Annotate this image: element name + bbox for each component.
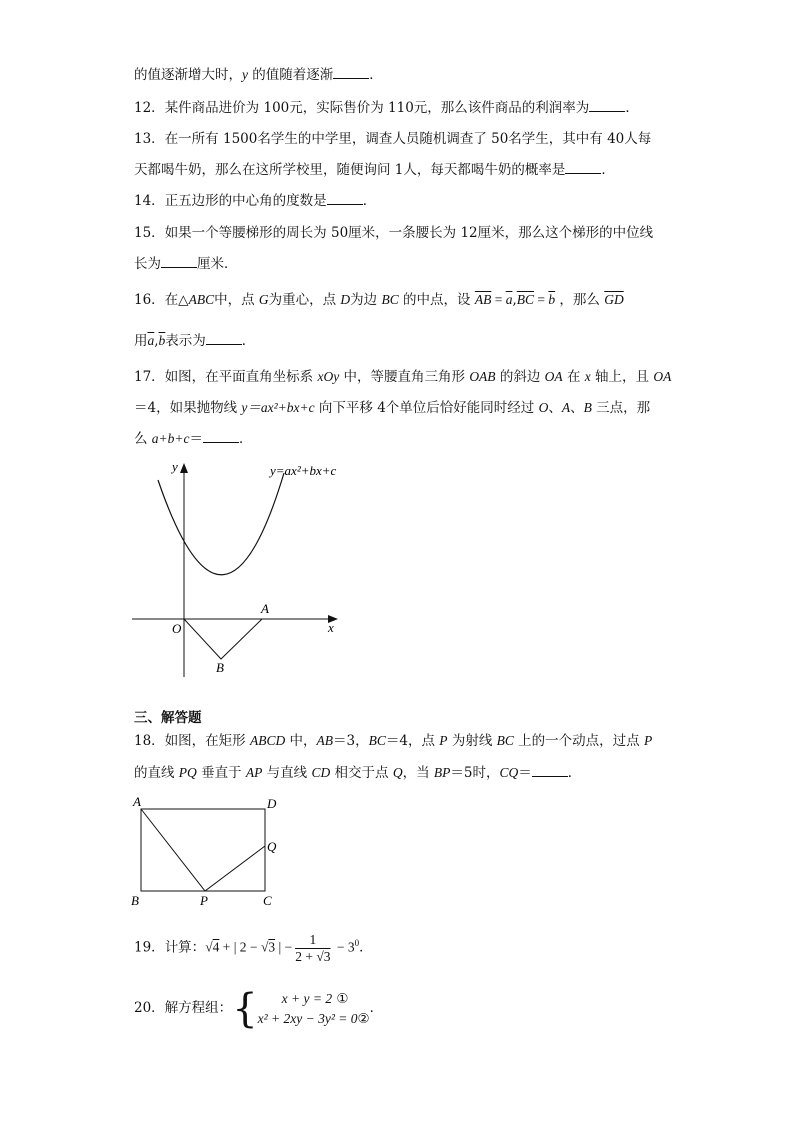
question-17-line2: ＝4，如果抛物线 y＝ax²+bx+c 向下平移 4个单位后恰好能同时经过 O、A、B 三点，那 xyxy=(134,400,651,416)
answer-blank xyxy=(589,99,625,112)
question-14: 14．正五边形的中心角的度数是 ． xyxy=(134,193,377,209)
vector-ab: $\overline{AB}$ xyxy=(474,292,492,307)
answer-blank xyxy=(565,161,601,174)
rectangle-abcd xyxy=(141,809,265,891)
vector-a: $\overline{a}$ xyxy=(505,292,513,307)
label-a: A xyxy=(261,601,269,616)
label-b: B xyxy=(216,660,224,675)
question-12: 12．某件商品进价为 100元，实际售价为 110元，那么该件商品的利润率为 ． xyxy=(134,100,639,116)
parabola-curve xyxy=(158,473,284,575)
answer-blank xyxy=(203,430,239,443)
vector-bc: $\overline{BC}$ xyxy=(516,292,535,307)
question-16-line1: 16．在△ABC中，点 G为重心，点 D为边 BC 的中点，设 $\overline{AB} = \overline{a},\overline{BC} = \overline{b}$ ，那么 $\overline{GD}$ xyxy=(134,292,624,308)
question-13-line2: 天都喝牛奶，那么在这所学校里，随便询问 1人，每天都喝牛奶的概率是 ． xyxy=(134,162,615,178)
label-q: Q xyxy=(267,839,277,854)
equation-system: x + y = 2 ① x² + 2xy − 3y² = 0② xyxy=(257,990,370,1027)
sqrt-symbol-icon: √ xyxy=(205,939,213,955)
q11-tail: 的值逐渐增大时，y 的值随着逐渐 ． xyxy=(134,67,383,83)
label-y: y xyxy=(172,459,178,474)
question-16-line2: 用$\overline{a},\overline{b}$表示为 ． xyxy=(134,333,256,349)
label-d: D xyxy=(267,796,277,811)
label-b: B xyxy=(131,893,139,908)
question-19: 19．计算：√4 + | 2 − √3 | − $\frac{1}{2 + √3}$ − $3^0$． xyxy=(134,931,373,964)
triangle-oab xyxy=(184,619,262,659)
sqrt-symbol-icon: √ xyxy=(260,939,269,955)
section-heading: 三、解答题 xyxy=(134,710,202,726)
answer-blank xyxy=(206,332,242,345)
vector-gd: $\overline{GD}$ xyxy=(604,292,624,307)
answer-blank xyxy=(532,764,568,777)
label-x: x xyxy=(328,620,334,635)
question-15-line1: 15．如果一个等腰梯形的周长为 50厘米，一条腰长为 12厘米，那么这个梯形的中位线 xyxy=(134,225,654,241)
segment-ap xyxy=(141,809,205,891)
question-18-line1: 18．如图，在矩形 ABCD 中，AB＝3，BC＝4，点 P 为射线 BC 上的一个动点，过点 P xyxy=(134,733,653,749)
segment-pq xyxy=(205,846,265,891)
question-13-line1: 13．在一所有 1500名学生的中学里，调查人员随机调查了 50名学生，其中有 40人每 xyxy=(134,131,652,147)
label-a: A xyxy=(133,794,141,809)
label-p: P xyxy=(200,893,208,908)
answer-blank xyxy=(333,66,369,79)
answer-blank xyxy=(327,192,363,205)
question-18-line2: 的直线 PQ 垂直于 AP 与直线 CD 相交于点 Q，当 BP＝5时，CQ＝ ． xyxy=(134,765,582,781)
figure-18-rectangle xyxy=(126,792,286,910)
question-20: 20．解方程组：{ x + y = 2 ① x² + 2xy − 3y² = 0② ． xyxy=(134,985,384,1032)
curve-label: y=ax²+bx+c xyxy=(270,463,337,478)
sqrt-symbol-icon: √ xyxy=(316,948,324,964)
fraction: $\frac{1}{2 + √3}$ xyxy=(295,931,331,964)
question-17-line3: 么 a+b+c＝ ． xyxy=(134,431,253,447)
answer-blank xyxy=(161,255,197,268)
question-15-line2: 长为 厘米． xyxy=(134,256,238,272)
label-o: O xyxy=(172,621,182,636)
question-17-line1: 17．如图，在平面直角坐标系 xOy 中，等腰直角三角形 OAB 的斜边 OA 在 x 轴上，且 OA xyxy=(134,369,672,385)
y-axis-arrow-icon xyxy=(180,463,188,473)
label-c: C xyxy=(263,893,272,908)
figure-17-parabola xyxy=(120,455,360,685)
left-brace-icon: { xyxy=(232,985,258,1032)
vector-b: $\overline{b}$ xyxy=(548,292,556,307)
